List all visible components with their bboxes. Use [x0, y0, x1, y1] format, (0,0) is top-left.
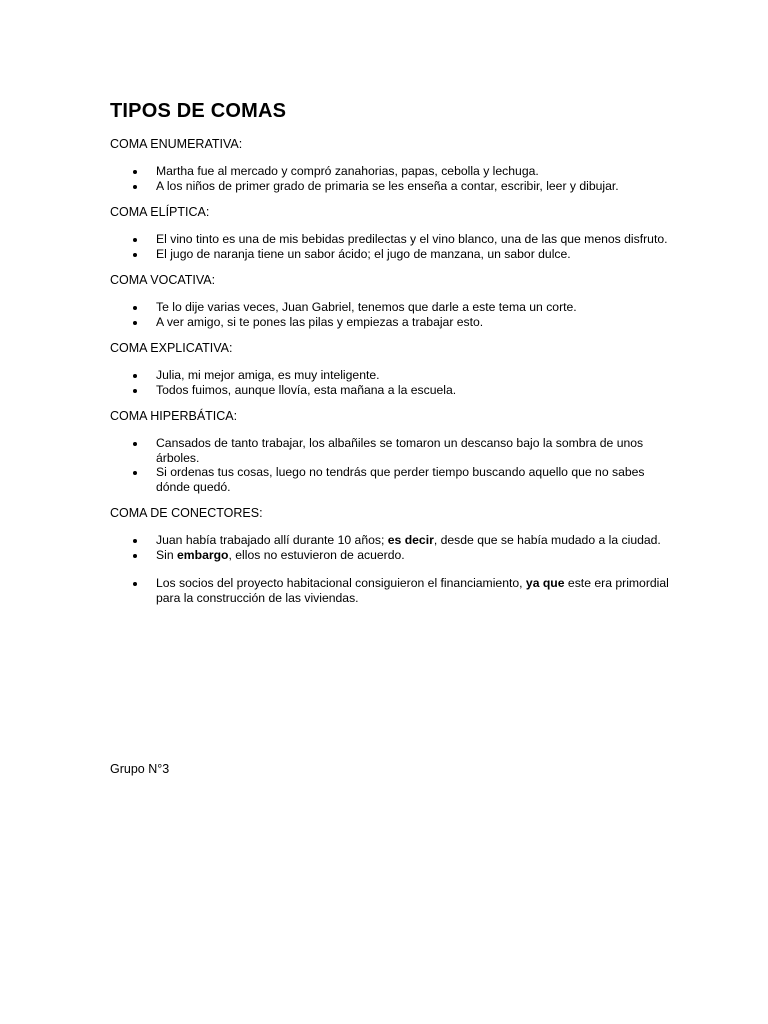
section-heading: COMA EXPLICATIVA:	[110, 341, 233, 355]
footer-group-label: Grupo N°3	[110, 762, 170, 776]
connector-bold: es decir	[387, 533, 434, 547]
section-heading: COMA VOCATIVA:	[110, 273, 216, 287]
bullet-icon	[133, 253, 137, 257]
list-item-text-post: , desde que se había mudado a la ciudad.	[433, 533, 661, 547]
list-item-text-pre: Sin	[156, 547, 178, 562]
list-item	[110, 232, 670, 247]
bullet-icon	[133, 185, 137, 189]
bullet-list	[110, 164, 670, 193]
list-item-text: Todos fuimos, aunque llovía, esta mañana a la escuela.	[156, 382, 457, 397]
list-item-text-pre: Juan había trabajado allí durante 10 años;	[156, 533, 388, 547]
connector-bold: ya que	[525, 576, 565, 590]
list-item	[110, 179, 670, 194]
list-item-text: Cansados de tanto trabajar, los albañiles se tomaron un descanso bajo la sombra de unos árboles.	[156, 436, 644, 465]
list-item-text-pre: Los socios del proyecto habitacional consiguieron el financiamiento,	[156, 576, 526, 590]
list-item-text: Te lo dije varias veces, Juan Gabriel, tenemos que darle a este tema un corte.	[156, 300, 577, 314]
list-item	[110, 383, 670, 398]
bullet-list	[110, 232, 670, 261]
bullet-icon	[133, 374, 137, 378]
section-coma-de-conectores	[110, 505, 670, 605]
list-item	[110, 300, 670, 315]
list-item-text: El vino tinto es una de mis bebidas predilectas y el vino blanco, una de las que menos disfruto.	[156, 232, 668, 246]
list-item	[110, 164, 670, 179]
list-item	[110, 315, 670, 330]
connector-bold: embargo	[177, 547, 229, 562]
bullet-icon	[133, 582, 137, 586]
list-item-text: A ver amigo, si te pones las pilas y empiezas a trabajar esto.	[156, 314, 484, 329]
bullet-list	[110, 300, 670, 329]
bullet-icon	[133, 442, 137, 446]
list-item	[110, 247, 670, 262]
bullet-icon	[133, 321, 137, 325]
list-item	[110, 548, 670, 563]
bullet-icon	[133, 539, 137, 543]
section-coma-explicativa	[110, 340, 670, 397]
list-item	[110, 533, 670, 548]
bullet-list	[110, 368, 670, 397]
bullet-icon	[133, 554, 137, 558]
list-item	[110, 576, 670, 605]
document-body	[110, 98, 670, 616]
list-item-text-post: , ellos no estuvieron de acuerdo.	[228, 547, 405, 562]
section-heading: COMA DE CONECTORES:	[110, 506, 263, 520]
bullet-icon	[133, 389, 137, 393]
list-item-text-post: este era primordial para la construcción de las viviendas.	[156, 576, 669, 605]
section-coma-hiperbatica	[110, 408, 670, 494]
bullet-icon	[133, 306, 137, 310]
list-item-text: Julia, mi mejor amiga, es muy inteligente.	[156, 368, 380, 382]
section-heading: COMA ENUMERATIVA:	[110, 137, 243, 151]
section-coma-eliptica	[110, 204, 670, 261]
section-coma-vocativa	[110, 272, 670, 329]
bullet-icon	[133, 170, 137, 174]
list-item	[110, 436, 670, 465]
list-item	[110, 465, 670, 494]
section-coma-enumerativa	[110, 136, 670, 193]
bullet-icon	[133, 471, 137, 475]
bullet-list	[110, 436, 670, 494]
section-heading: COMA HIPERBÁTICA:	[110, 409, 238, 423]
list-item-text: Martha fue al mercado y compró zanahorias, papas, cebolla y lechuga.	[156, 164, 539, 178]
bullet-list	[110, 533, 670, 605]
page-title: TIPOS DE COMAS	[110, 100, 287, 122]
list-item-text: A los niños de primer grado de primaria se les enseña a contar, escribir, leer y dibujar.	[156, 178, 619, 193]
list-item	[110, 368, 670, 383]
bullet-icon	[133, 238, 137, 242]
section-heading: COMA ELÍPTICA:	[110, 205, 210, 219]
list-item-text: Si ordenas tus cosas, luego no tendrás que perder tiempo buscando aquello que no sabes dónde quedó.	[156, 465, 645, 494]
list-item-text: El jugo de naranja tiene un sabor ácido; el jugo de manzana, un sabor dulce.	[156, 246, 571, 261]
